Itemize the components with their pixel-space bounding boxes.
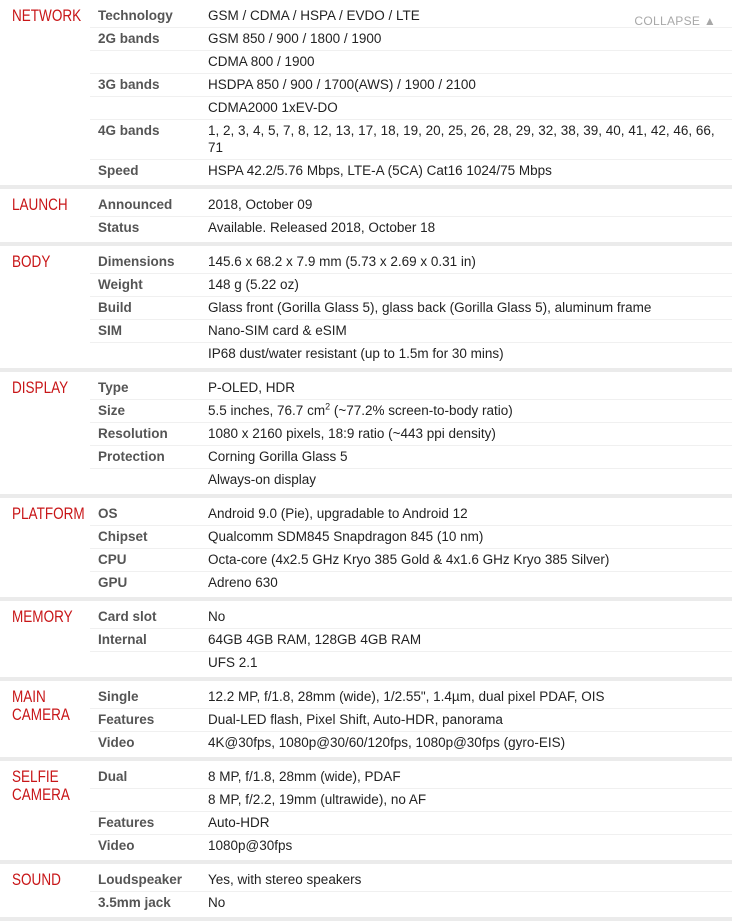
spec-value: 64GB 4GB RAM, 128GB 4GB RAM [208,632,422,647]
spec-value: Glass front (Gorilla Glass 5), glass back (Gorilla Glass 5), aluminum frame [208,300,652,315]
section-main-camera [0,681,732,761]
spec-value: 2018, October 09 [208,197,313,212]
spec-value: UFS 2.1 [208,655,258,670]
spec-label: 3G bands [98,77,160,92]
spec-label: Internal [98,632,147,647]
spec-row [90,503,732,526]
section-body [0,246,732,372]
spec-row [90,28,732,51]
spec-label: Video [98,735,135,750]
spec-value: Always-on display [208,472,317,487]
spec-row [90,274,732,297]
spec-value: Octa-core (4x2.5 GHz Kryo 385 Gold & 4x1.6 GHz Kryo 385 Silver) [208,552,610,567]
spec-row [90,709,732,732]
spec-value: No [208,895,226,910]
spec-row [90,320,732,343]
spec-label: Loudspeaker [98,872,183,887]
spec-value: 1080p@30fps [208,838,293,853]
spec-row [90,606,732,629]
spec-row [90,549,732,572]
spec-value: Yes, with stereo speakers [208,872,362,887]
spec-value: GSM / CDMA / HSPA / EVDO / LTE [208,8,420,23]
category-title: PLATFORM [12,505,85,523]
spec-value: Available. Released 2018, October 18 [208,220,436,235]
spec-value: Nano-SIM card & eSIM [208,323,347,338]
spec-value: Adreno 630 [208,575,278,590]
spec-label: Dimensions [98,254,175,269]
spec-row [90,5,732,28]
spec-row [90,74,732,97]
spec-row [90,732,732,754]
spec-value: Auto-HDR [208,815,270,830]
spec-value: 1080 x 2160 pixels, 18:9 ratio (~443 ppi density) [208,426,496,441]
spec-value: 1, 2, 3, 4, 5, 7, 8, 12, 13, 17, 18, 19, 20, 25, 26, 28, 29, 32, 38, 39, 40, 41, 42, 46, 66, 71 [208,123,715,155]
spec-row [90,297,732,320]
section-memory [0,601,732,681]
section-platform [0,498,732,601]
spec-label: GPU [98,575,128,590]
spec-label: Single [98,689,139,704]
spec-value: 8 MP, f/1.8, 28mm (wide), PDAF [208,769,401,784]
spec-label: Technology [98,8,173,23]
category-title: MEMORY [12,608,73,626]
spec-label: Features [98,815,155,830]
spec-value: P-OLED, HDR [208,380,296,395]
spec-row [90,217,732,239]
spec-row [90,51,732,74]
spec-row [90,469,732,491]
spec-label: SIM [98,323,123,338]
spec-row [90,766,732,789]
category-title: MAIN CAMERA [12,688,70,724]
spec-row [90,343,732,365]
category-title: LAUNCH [12,196,68,214]
spec-row [90,835,732,857]
category-title: SOUND [12,871,61,889]
size-value-suffix: (~77.2% screen-to-body ratio) [330,403,513,418]
spec-row [90,572,732,594]
superscript: 2 [325,401,331,412]
section-launch [0,189,732,246]
spec-label: CPU [98,552,127,567]
spec-row [90,120,732,160]
spec-label: Speed [98,163,139,178]
spec-value: 12.2 MP, f/1.8, 28mm (wide), 1/2.55", 1.4µm, dual pixel PDAF, OIS [208,689,605,704]
spec-label: Status [98,220,140,235]
category-title: NETWORK [12,7,82,25]
collapse-button[interactable]: COLLAPSE ▲ [634,14,716,28]
section-selfie-camera [0,761,732,864]
spec-label: 4G bands [98,123,160,138]
spec-label: 2G bands [98,31,160,46]
spec-label: Build [98,300,132,315]
spec-value: 148 g (5.22 oz) [208,277,299,292]
spec-row [90,160,732,182]
spec-value: HSPA 42.2/5.76 Mbps, LTE-A (5CA) Cat16 1024/75 Mbps [208,163,552,178]
category-title: DISPLAY [12,379,69,397]
spec-value: IP68 dust/water resistant (up to 1.5m for 30 mins) [208,346,504,361]
spec-row [90,869,732,892]
spec-label: Video [98,838,135,853]
spec-value: 8 MP, f/2.2, 19mm (ultrawide), no AF [208,792,427,807]
spec-value: Corning Gorilla Glass 5 [208,449,348,464]
size-value-text: 5.5 inches, 76.7 cm [208,403,326,418]
section-display [0,372,732,498]
spec-value: 4K@30fps, 1080p@30/60/120fps, 1080p@30fps (gyro-EIS) [208,735,566,750]
spec-row [90,652,732,674]
spec-label: Weight [98,277,143,292]
spec-value: No [208,609,226,624]
spec-label: Features [98,712,155,727]
spec-label: Size [98,403,126,418]
spec-value: 145.6 x 68.2 x 7.9 mm (5.73 x 2.69 x 0.31 in) [208,254,476,269]
spec-row [90,629,732,652]
spec-row [90,812,732,835]
spec-row [90,377,732,400]
spec-value: Dual-LED flash, Pixel Shift, Auto-HDR, panorama [208,712,503,727]
spec-row [90,892,732,914]
category-title: SELFIE CAMERA [12,768,70,804]
spec-label: Resolution [98,426,168,441]
spec-label: Chipset [98,529,148,544]
spec-row [90,251,732,274]
spec-row [90,526,732,549]
spec-row [90,686,732,709]
spec-row [90,446,732,469]
spec-label: Card slot [98,609,157,624]
spec-value: HSDPA 850 / 900 / 1700(AWS) / 1900 / 2100 [208,77,476,92]
spec-label: Protection [98,449,165,464]
spec-label: Dual [98,769,128,784]
section-network [0,0,732,189]
spec-label: OS [98,506,118,521]
spec-value [208,402,732,419]
spec-label: 3.5mm jack [98,895,171,910]
spec-value: GSM 850 / 900 / 1800 / 1900 [208,31,382,46]
spec-row [90,400,732,423]
spec-label: Announced [98,197,173,212]
spec-value: CDMA2000 1xEV-DO [208,100,338,115]
spec-value: Qualcomm SDM845 Snapdragon 845 (10 nm) [208,529,484,544]
spec-row [90,194,732,217]
section-sound [0,864,732,921]
spec-row [90,789,732,812]
category-title: BODY [12,253,51,271]
spec-value: Android 9.0 (Pie), upgradable to Android 12 [208,506,468,521]
spec-value: CDMA 800 / 1900 [208,54,315,69]
spec-label: Type [98,380,129,395]
spec-row [90,423,732,446]
spec-row [90,97,732,120]
